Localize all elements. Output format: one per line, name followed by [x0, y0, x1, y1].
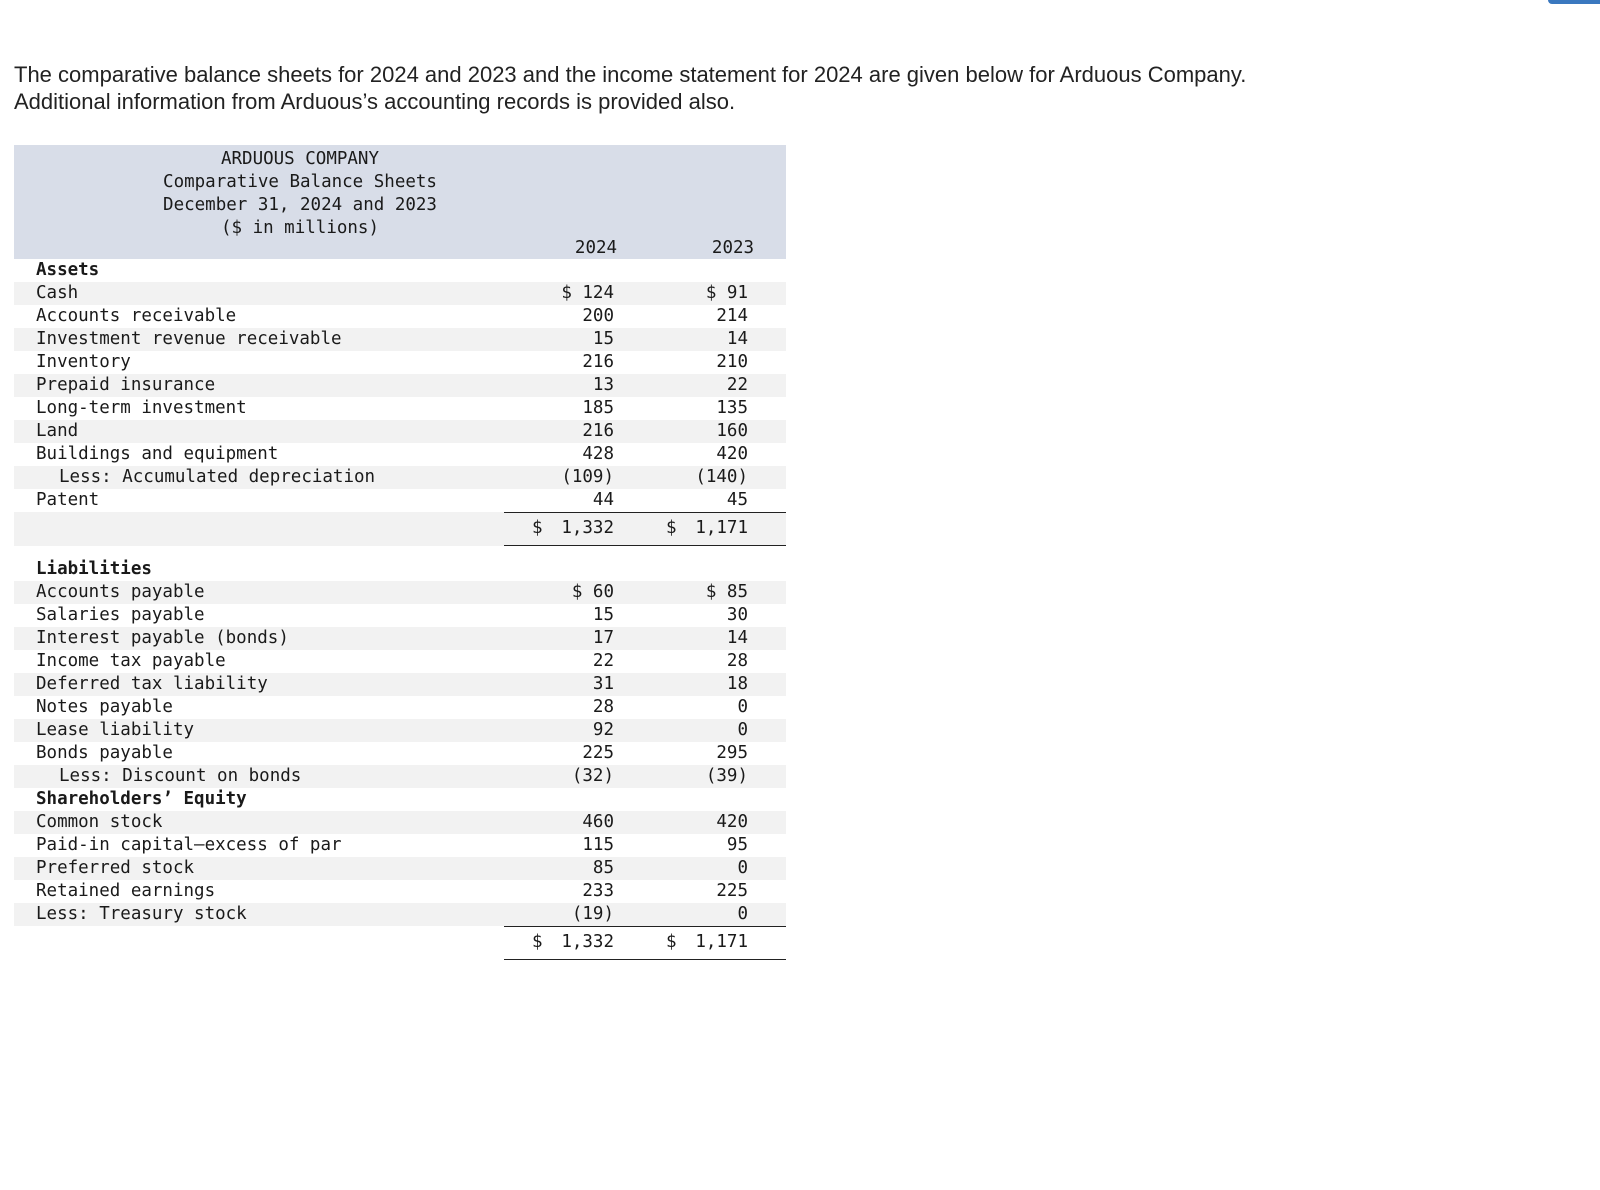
- value-2024: 85: [592, 858, 614, 878]
- table-row: [14, 719, 786, 742]
- table-row: [14, 742, 786, 765]
- value-2023: (39): [705, 766, 748, 786]
- top-right-tab[interactable]: [1548, 0, 1600, 4]
- table-row: [14, 397, 786, 420]
- balance-sheet-table: [14, 145, 786, 960]
- table-row: [14, 627, 786, 650]
- value-2023: $ 85: [705, 582, 748, 602]
- row-label: Common stock: [36, 812, 163, 832]
- row-label: Retained earnings: [36, 881, 216, 901]
- section-heading-liabilities: [14, 558, 786, 581]
- value-2024: 17: [592, 628, 614, 648]
- value-2024: 92: [592, 720, 614, 740]
- value-2024: 44: [592, 490, 614, 510]
- value-2023: 135: [716, 398, 748, 418]
- table-row: [14, 604, 786, 627]
- row-label: Accounts receivable: [36, 306, 237, 326]
- row-label: Inventory: [36, 352, 131, 372]
- value-2024: (109): [561, 467, 614, 487]
- total-2023: 1,171: [695, 932, 748, 952]
- value-2023: 225: [716, 881, 748, 901]
- statement-title: Comparative Balance Sheets: [163, 172, 437, 192]
- table-row: [14, 489, 786, 512]
- row-label: Patent: [36, 490, 100, 510]
- total-rule-bottom: [504, 959, 786, 960]
- row-label: Lease liability: [36, 720, 195, 740]
- value-2023: 0: [737, 697, 748, 717]
- value-2024: 15: [592, 329, 614, 349]
- table-row: [14, 420, 786, 443]
- section-label: Liabilities: [36, 559, 152, 579]
- value-2024: 225: [582, 743, 614, 763]
- section-label: Shareholders’ Equity: [36, 789, 247, 809]
- row-label: Less: Accumulated depreciation: [59, 467, 376, 487]
- row-label: Bonds payable: [36, 743, 173, 763]
- row-label: Long-term investment: [36, 398, 247, 418]
- table-row: [14, 374, 786, 397]
- value-2024: 460: [582, 812, 614, 832]
- row-label: Interest payable (bonds): [36, 628, 289, 648]
- statement-title-block: [14, 148, 586, 240]
- table-row: [14, 466, 786, 489]
- value-2023: 14: [726, 628, 748, 648]
- row-label: Accounts payable: [36, 582, 205, 602]
- table-row: [14, 351, 786, 374]
- row-label: Preferred stock: [36, 858, 195, 878]
- total-2024: 1,332: [561, 518, 614, 538]
- value-2024: 28: [592, 697, 614, 717]
- value-2024: 15: [592, 605, 614, 625]
- value-2024: 216: [582, 352, 614, 372]
- table-row: [14, 650, 786, 673]
- currency-symbol: $: [666, 518, 677, 538]
- table-row: [14, 581, 786, 604]
- table-row: [14, 903, 786, 926]
- total-liabilities-equity-row: [14, 926, 786, 960]
- total-2023: 1,171: [695, 518, 748, 538]
- table-row: [14, 696, 786, 719]
- total-rule-bottom: [504, 545, 786, 546]
- value-2024: 31: [592, 674, 614, 694]
- column-header-2023: 2023: [711, 238, 755, 258]
- section-heading-assets: [14, 259, 786, 282]
- value-2023: 420: [716, 444, 748, 464]
- value-2024: 115: [582, 835, 614, 855]
- value-2023: 22: [726, 375, 748, 395]
- row-label: Less: Discount on bonds: [59, 766, 302, 786]
- row-label: Cash: [36, 283, 79, 303]
- row-label: Buildings and equipment: [36, 444, 279, 464]
- section-spacer: [14, 546, 786, 558]
- value-2023: 214: [716, 306, 748, 326]
- value-2024: 185: [582, 398, 614, 418]
- value-2023: 420: [716, 812, 748, 832]
- table-row: [14, 857, 786, 880]
- row-label: Salaries payable: [36, 605, 205, 625]
- row-label: Investment revenue receivable: [36, 329, 342, 349]
- row-label: Income tax payable: [36, 651, 226, 671]
- currency-symbol: $: [532, 518, 543, 538]
- value-2023: 45: [726, 490, 748, 510]
- row-label: Deferred tax liability: [36, 674, 268, 694]
- value-2023: 0: [737, 720, 748, 740]
- table-row: [14, 282, 786, 305]
- value-2023: 30: [726, 605, 748, 625]
- total-2024: 1,332: [561, 932, 614, 952]
- row-label: Less: Treasury stock: [36, 904, 247, 924]
- row-label: Paid-in capital—excess of par: [36, 835, 342, 855]
- currency-symbol: $: [666, 932, 677, 952]
- currency-symbol: $: [532, 932, 543, 952]
- statement-units: ($ in millions): [220, 218, 380, 238]
- value-2023: 95: [726, 835, 748, 855]
- table-row: [14, 811, 786, 834]
- value-2023: (140): [695, 467, 748, 487]
- value-2023: 0: [737, 858, 748, 878]
- statement-date: December 31, 2024 and 2023: [163, 195, 437, 215]
- table-row: [14, 834, 786, 857]
- total-assets-row: [14, 512, 786, 546]
- value-2023: 0: [737, 904, 748, 924]
- table-row: [14, 328, 786, 351]
- value-2023: 295: [716, 743, 748, 763]
- intro-text: [14, 61, 1514, 115]
- table-row: [14, 305, 786, 328]
- row-label: Prepaid insurance: [36, 375, 216, 395]
- column-header-2024: 2024: [574, 238, 618, 258]
- row-label: Notes payable: [36, 697, 173, 717]
- table-row: [14, 765, 786, 788]
- value-2024: 13: [592, 375, 614, 395]
- value-2023: $ 91: [705, 283, 748, 303]
- table-row: [14, 673, 786, 696]
- table-header: [14, 145, 786, 259]
- value-2024: 428: [582, 444, 614, 464]
- table-row: [14, 880, 786, 903]
- value-2024: $ 124: [561, 283, 614, 303]
- value-2023: 210: [716, 352, 748, 372]
- value-2024: 200: [582, 306, 614, 326]
- value-2023: 18: [726, 674, 748, 694]
- value-2024: $ 60: [571, 582, 614, 602]
- section-label: Assets: [36, 260, 100, 280]
- intro-line-2: Additional information from Arduous’s accounting records is provided also.: [14, 89, 736, 114]
- company-name: ARDUOUS COMPANY: [220, 149, 380, 169]
- value-2024: 22: [592, 651, 614, 671]
- section-heading-equity: [14, 788, 786, 811]
- row-label: Land: [36, 421, 79, 441]
- value-2024: (32): [571, 766, 614, 786]
- table-row: [14, 443, 786, 466]
- value-2023: 28: [726, 651, 748, 671]
- value-2024: 233: [582, 881, 614, 901]
- intro-line-1: The comparative balance sheets for 2024 and 2023 and the income statement for 2024 are given below for Arduous Company.: [14, 62, 1247, 87]
- value-2023: 160: [716, 421, 748, 441]
- value-2024: (19): [571, 904, 614, 924]
- value-2024: 216: [582, 421, 614, 441]
- value-2023: 14: [726, 329, 748, 349]
